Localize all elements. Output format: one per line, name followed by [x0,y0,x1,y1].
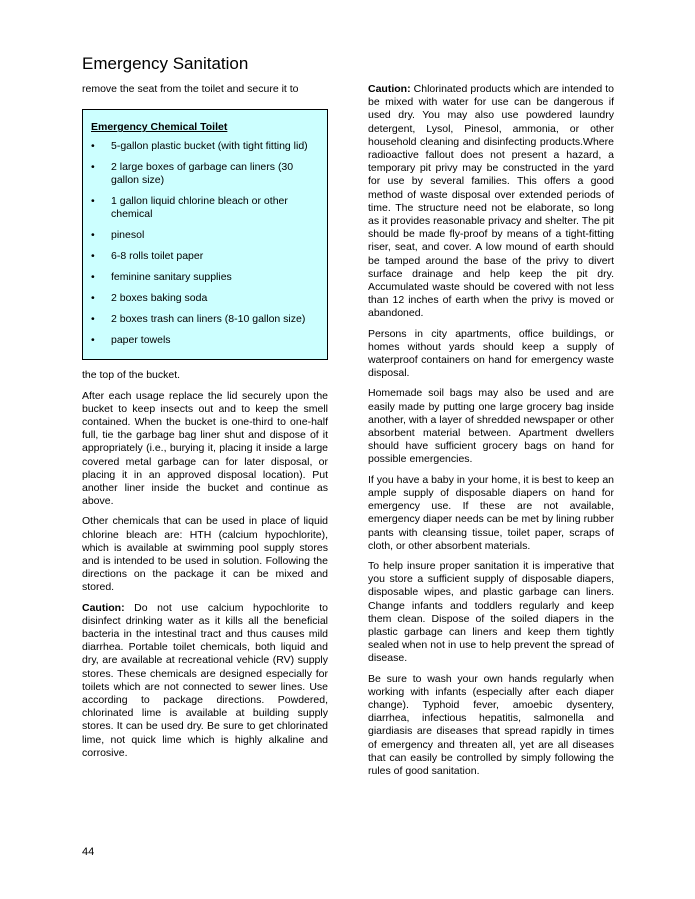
page-title: Emergency Sanitation [82,54,249,73]
bullet-icon: • [91,334,95,347]
left-column [82,83,328,767]
list-item-text: 2 boxes baking soda [111,292,208,305]
list-item-text: 1 gallon liquid chlorine bleach or other chemical [111,195,288,221]
paragraph: If you have a baby in your home, it is best to keep an ample supply of disposable diapers on hand for emergency use. If these are not available, emergency diaper needs can be met by lining rubber pants with cleansing tissue, toilet paper, scraps of cloth, or other absorbent materials. [368,473,614,552]
caution-label: Caution: [368,83,411,95]
list-item-text: paper towels [111,334,171,347]
list-item [91,250,319,263]
list-item [91,292,319,305]
paragraph: Persons in city apartments, office buildings, or homes without yards should keep a supply of waterproof containers on hand for emergency waste disposal. [368,327,614,380]
paragraph: Be sure to wash your own hands regularly when working with infants (especially after each diaper change). Typhoid fever, amoebic dysentery, diarrhea, infectious hepatitis, salmonella and giardiasis are diseases that spread rapidly in times of emergency and threaten all, yet are all diseases that can easily be controlled by simply following the rules of good sanitation. [368,672,614,777]
list-item-text: 2 large boxes of garbage can liners (30 gallon size) [111,161,294,187]
list-item-text: pinesol [111,229,145,242]
bullet-icon: • [91,140,95,153]
list-item [91,195,319,221]
paragraph: After each usage replace the lid securely upon the bucket to keep insects out and to keep the smell contained. When the bucket is one-third to one-half full, tie the garbage bag liner shut and dispose of it appropriately (i.e., burying it, placing it inside a large covered metal garbage can for later disposal, or placing it in an approved disposal location). Put another liner inside the bucket and continue as above. [82,389,328,508]
paragraph: Homemade soil bags may also be used and are easily made by putting one large grocery bag inside another, with a layer of shredded newspaper or other absorbent material between. Apartment dwellers should have sufficient grocery bags on hand for possible emergencies. [368,387,614,466]
caution-text: Do not use calcium hypochlorite to disinfect drinking water as it kills all the beneficial bacteria in the intestinal tract and thus causes mild diarrhea. Portable toilet chemicals, both liquid and dry, are available at recreational vehicle (RV) supply stores. These chemicals are designed especially for toilets which are not connected to sewer lines. Use according to package directions. Powdered, chlorinated lime is available at building supply stores. It can be used dry. Be sure to get chlorinated lime, not quick lime which is highly alkaline and corrosive. [82,601,329,759]
intro-fragment: remove the seat from the toilet and secure it to [82,83,299,95]
page-number: 44 [82,846,95,858]
caution-text: Chlorinated products which are intended to be mixed with water for use can be dangerous if used dry. You may also use powdered laundry detergent, Lysol, Pinesol, ammonia, or other household cleaning and disinfecting products.Where radioactive fallout does not present a hazard, a temporary pit privy may be constructed in the yard for use by several families. This offers a good method of waste disposal over extended periods of time. The structure need not be elaborate, so long as it provides reasonable privacy and shelter. The pit should be made fly-proof by means of a tight-fitting riser, seat, and cover. A low mound of earth should be tamped around the base of the privy to divert surface drainage and help keep the pit dry. Accumulated waste should be covered with not less than 12 inches of earth when the privy is moved or abandoned. [368,83,615,320]
bullet-icon: • [91,271,95,284]
list-item-text: 2 boxes trash can liners (8-10 gallon size) [111,313,306,326]
bullet-icon: • [91,292,95,305]
paragraph: To help insure proper sanitation it is imperative that you store a sufficient supply of disposable diapers, disposable wipes, and plastic garbage can liners. Change infants and toddlers regularly and keep them clean. Dispose of the soiled diapers in the plastic garbage can liners and keep them tightly sealed when not in use to help prevent the spread of disease. [368,559,614,665]
list-item [91,313,319,326]
list-item [91,161,319,187]
bullet-icon: • [91,195,95,208]
emergency-toilet-box [82,109,328,360]
list-item [91,334,319,347]
list-item-text: 5-gallon plastic bucket (with tight fitting lid) [111,140,308,153]
list-item [91,140,319,153]
bullet-icon: • [91,250,95,263]
list-item [91,271,319,284]
supply-list [91,140,319,347]
bullet-icon: • [91,313,95,326]
bullet-icon: • [91,229,95,242]
list-item-text: feminine sanitary supplies [111,271,232,284]
caution-paragraph [368,83,614,321]
caution-label: Caution: [82,601,125,614]
right-column [368,83,614,785]
list-item-text: 6-8 rolls toilet paper [111,250,204,263]
list-item [91,229,319,242]
after-box-text: the top of the bucket. [82,369,181,382]
box-title: Emergency Chemical Toilet [91,121,228,134]
bullet-icon: • [91,161,95,174]
paragraph: Other chemicals that can be used in place of liquid chlorine bleach are: HTH (calcium hypochlorite), which is available at swimming pool supply stores and is intended to be used in solution. Following the directions on the package it can be mixed and stored. [82,515,328,594]
caution-paragraph [82,602,328,760]
